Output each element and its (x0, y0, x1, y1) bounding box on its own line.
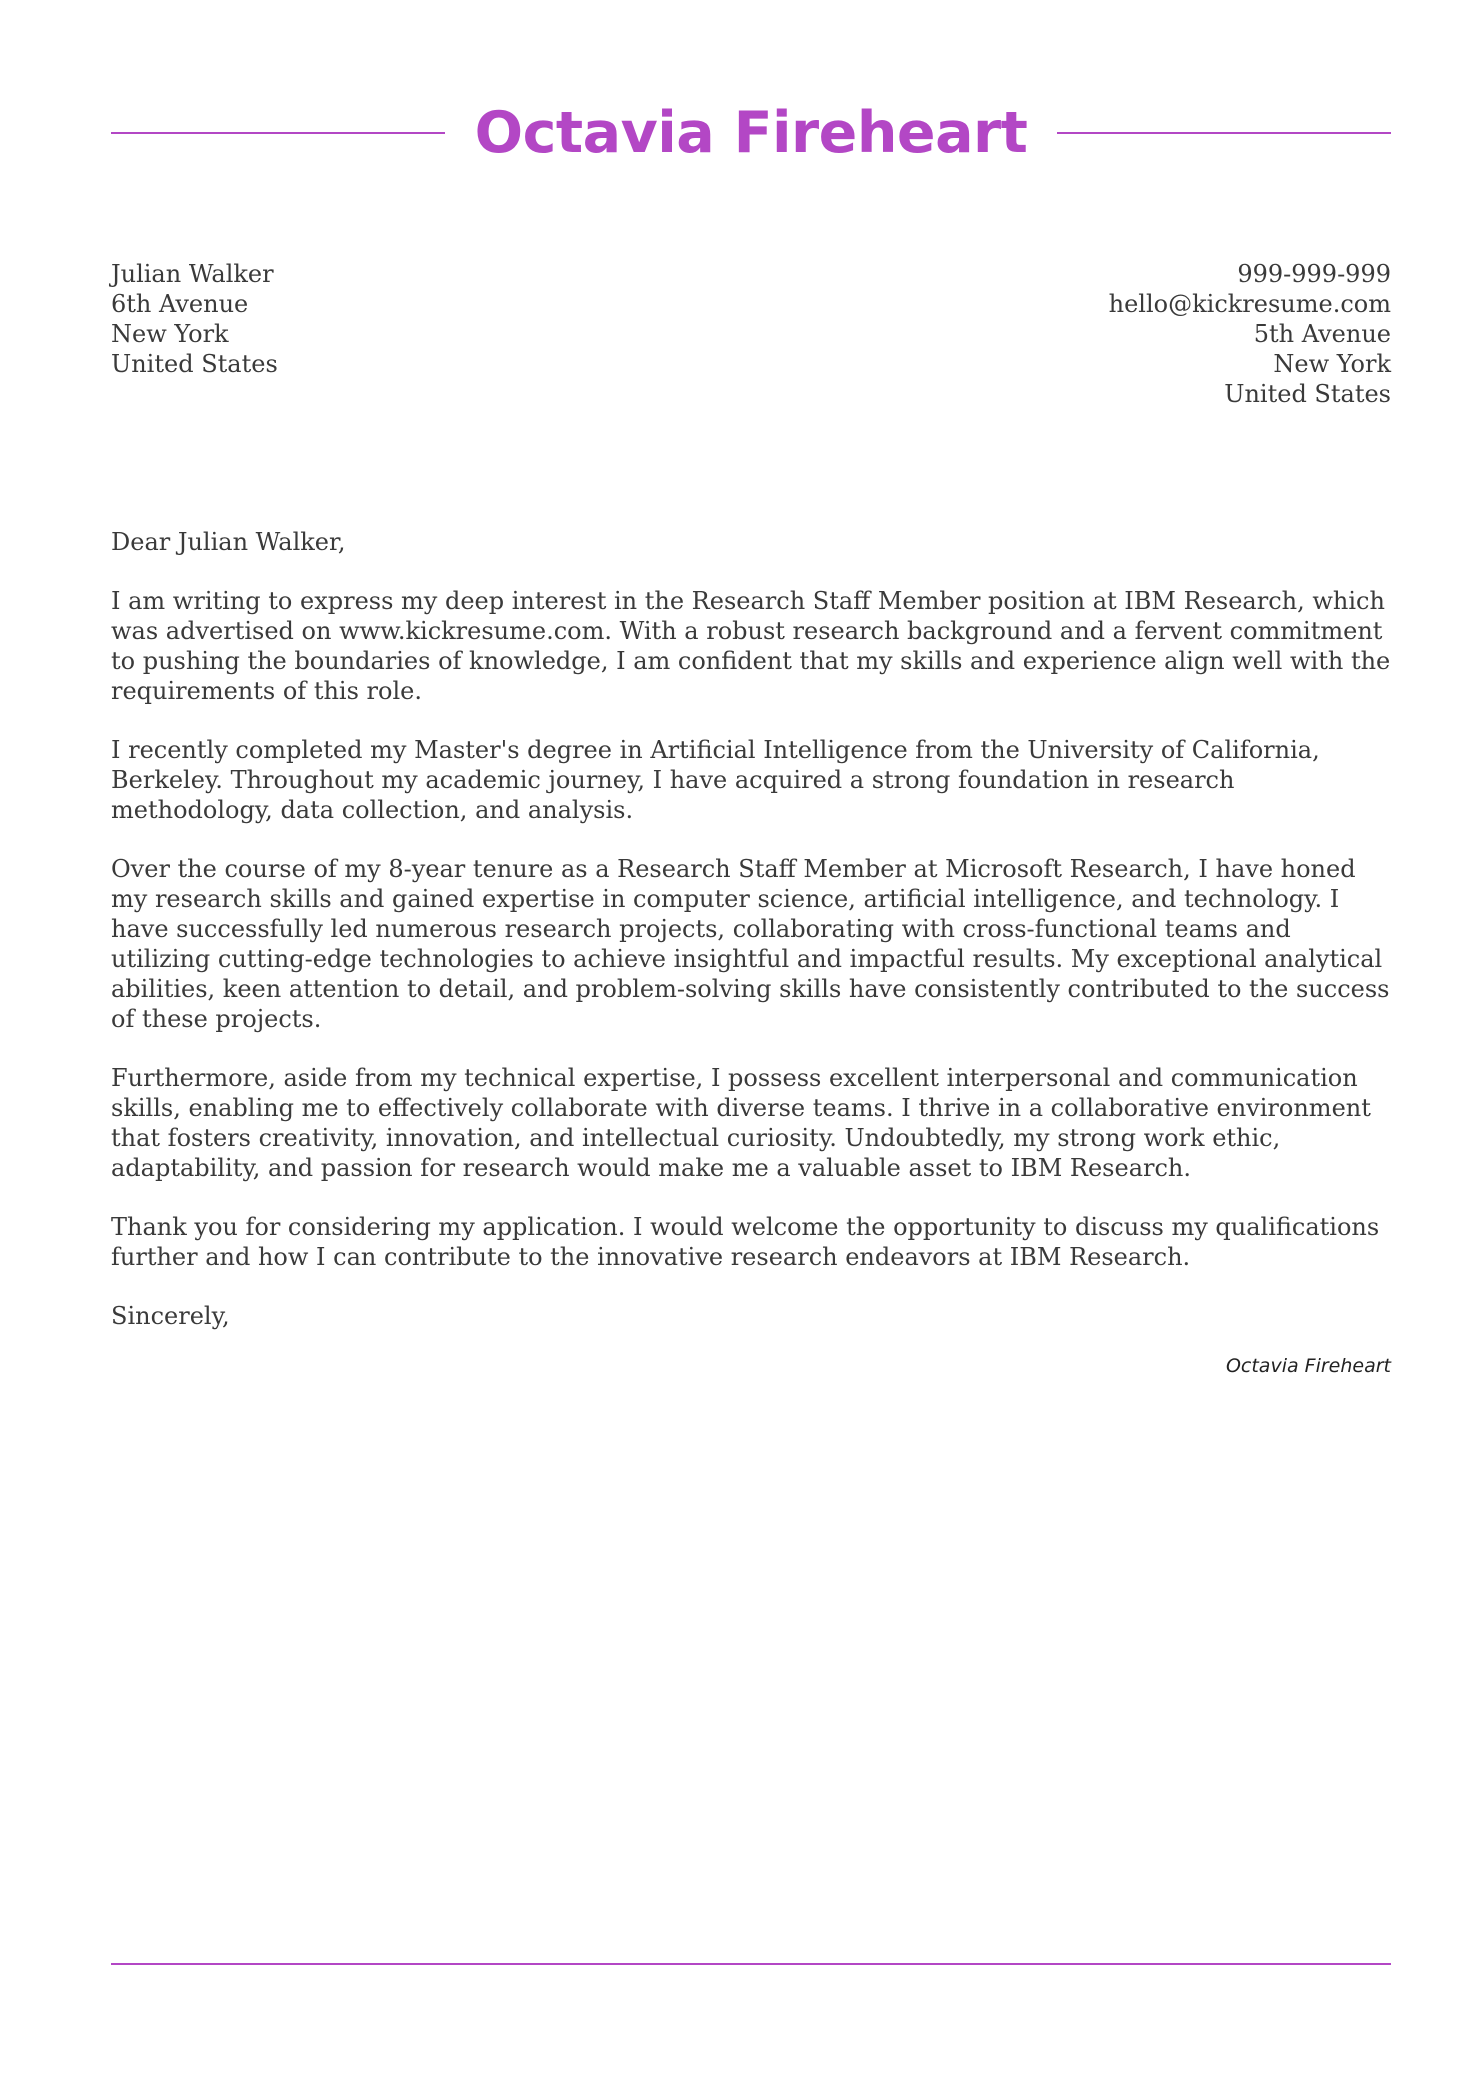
footer-divider (111, 1963, 1391, 1965)
closing: Sincerely, (111, 1302, 230, 1330)
sender-email: hello@kickresume.com (1108, 290, 1391, 318)
recipient-name: Julian Walker (111, 260, 274, 288)
sender-phone: 999-999-999 (1237, 260, 1391, 288)
sender-country: United States (1224, 380, 1391, 408)
paragraph-thanks: Thank you for considering my application. I would welcome the opportunity to discuss my qualifications further and how I can contribute to the innovative research endeavors at IBM Research. (111, 1213, 1380, 1271)
sender-street: 5th Avenue (1253, 320, 1391, 348)
sender-city: New York (1273, 350, 1391, 378)
recipient-country: United States (111, 350, 278, 378)
recipient-address (111, 259, 278, 379)
recipient-city: New York (111, 320, 229, 348)
letter-body (111, 527, 1391, 1360)
letter-header (111, 88, 1391, 178)
signature: Octavia Fireheart (1225, 1355, 1391, 1377)
paragraph-skills: Furthermore, aside from my technical expertise, I possess excellent interpersonal and communication skills, enabling me to effectively collaborate with diverse teams. I thrive in a collaborative environment that fosters creativity, innovation, and intellectual curiosity. Undoubtedly, my strong work ethic, adaptability, and passion for research would make me a valuable asset to IBM Research. (111, 1064, 1371, 1182)
paragraph-intro: I am writing to express my deep interest in the Research Staff Member position at IBM Research, which was advertised on www.kickresume.com. With a robust research background and a fervent commitment to pushing the boundaries of knowledge, I am confident that my skills and experience align well with the requirements of this role. (111, 587, 1391, 705)
applicant-name: Octavia Fireheart (474, 100, 1028, 166)
header-divider-right (1057, 132, 1391, 134)
salutation: Dear Julian Walker, (111, 528, 346, 556)
recipient-street: 6th Avenue (111, 290, 249, 318)
paragraph-education: I recently completed my Master's degree in Artificial Intelligence from the University of California, Berkeley. Throughout my academic journey, I have acquired a strong foundation in research methodology, data collection, and analysis. (111, 736, 1320, 824)
sender-contact (1109, 259, 1391, 409)
paragraph-experience: Over the course of my 8-year tenure as a Research Staff Member at Microsoft Research, I have honed my research skills and gained expertise in computer science, artificial intelligence, and technology. I have successfully led numerous research projects, collaborating with cross-functional teams and utilizing cutting-edge technologies to achieve insightful and impactful results. My exceptional analytical abilities, keen attention to detail, and problem-solving skills have consistently contributed to the success of these projects. (111, 855, 1390, 1033)
header-divider-left (111, 132, 445, 134)
